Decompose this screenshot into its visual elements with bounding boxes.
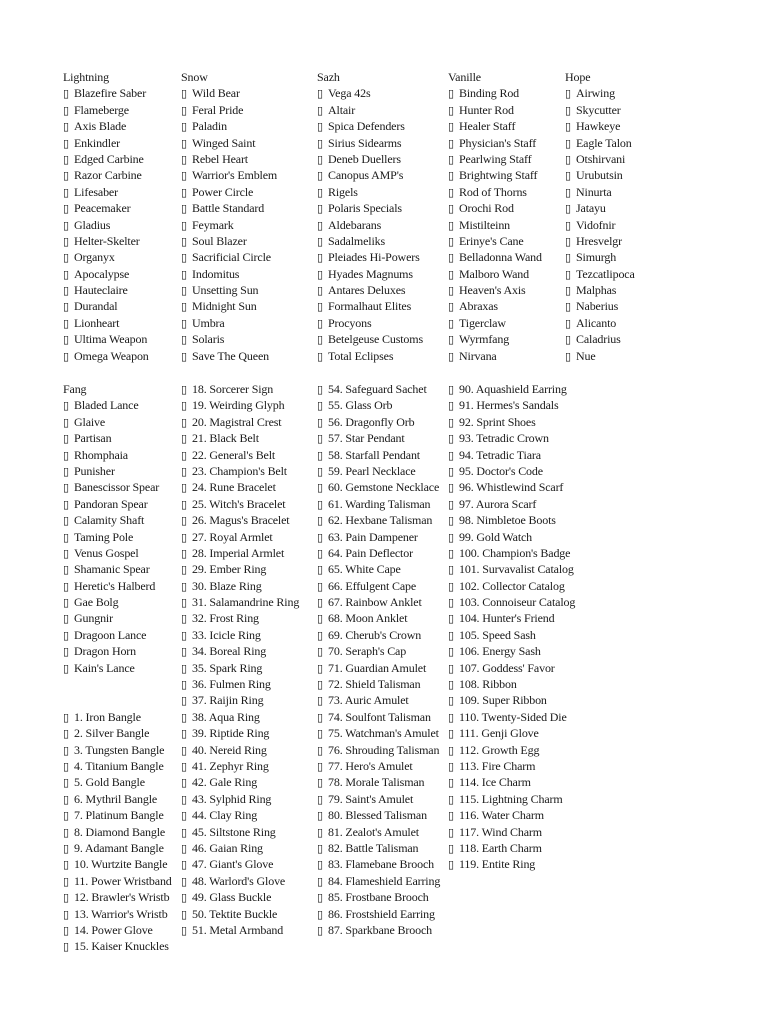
checklist-item[interactable]: ▯ 109. Super Ribbon <box>448 692 598 708</box>
checklist-item[interactable]: ▯ 94. Tetradic Tiara <box>448 447 598 463</box>
checklist-item[interactable]: ▯ 21. Black Belt <box>181 430 313 446</box>
checklist-item[interactable]: ▯ Punisher <box>63 463 180 479</box>
checklist-item[interactable]: ▯ 64. Pain Deflector <box>317 545 447 561</box>
checklist-item[interactable]: ▯ 61. Warding Talisman <box>317 496 447 512</box>
checklist-item[interactable]: ▯ Binding Rod <box>448 85 563 101</box>
checklist-item[interactable]: ▯ 76. Shrouding Talisman <box>317 742 447 758</box>
checklist-item[interactable]: ▯ 46. Gaian Ring <box>181 840 313 856</box>
checklist-item[interactable]: ▯ 14. Power Glove <box>63 922 180 938</box>
checklist-item[interactable]: ▯ 54. Safeguard Sachet <box>317 381 447 397</box>
spacer-line <box>63 692 180 708</box>
checklist-item[interactable]: ▯ 85. Frostbane Brooch <box>317 889 447 905</box>
checklist-item[interactable]: ▯ Erinye's Cane <box>448 233 563 249</box>
checklist-item[interactable]: ▯ 115. Lightning Charm <box>448 791 598 807</box>
checklist-item[interactable]: ▯ Belladonna Wand <box>448 249 563 265</box>
checklist-item[interactable]: ▯ Pearlwing Staff <box>448 151 563 167</box>
checklist-item[interactable]: ▯ Partisan <box>63 430 180 446</box>
checklist-item[interactable]: ▯ 56. Dragonfly Orb <box>317 414 447 430</box>
checklist-item[interactable]: ▯ 87. Sparkbane Brooch <box>317 922 447 938</box>
spacer-line <box>63 676 180 692</box>
snow-column <box>181 69 313 364</box>
checklist-item[interactable]: ▯ 38. Aqua Ring <box>181 709 313 725</box>
checklist-item[interactable]: ▯ 73. Auric Amulet <box>317 692 447 708</box>
checklist-item[interactable]: ▯ Ninurta <box>565 184 655 200</box>
checklist-item[interactable]: ▯ 68. Moon Anklet <box>317 610 447 626</box>
checklist-item[interactable]: ▯ Mistilteinn <box>448 217 563 233</box>
checklist-item[interactable]: ▯ 5. Gold Bangle <box>63 774 180 790</box>
checklist-item[interactable]: ▯ Indomitus <box>181 266 313 282</box>
checklist-item[interactable]: ▯ Hauteclaire <box>63 282 180 298</box>
checklist-item[interactable]: ▯ Gungnir <box>63 610 180 626</box>
checklist-item[interactable]: ▯ Pandoran Spear <box>63 496 180 512</box>
checklist-item[interactable]: ▯ Heretic's Halberd <box>63 578 180 594</box>
checklist-item[interactable]: ▯ Rod of Thorns <box>448 184 563 200</box>
checklist-item[interactable]: ▯ Spica Defenders <box>317 118 447 134</box>
checklist-item[interactable]: ▯ 96. Whistlewind Scarf <box>448 479 598 495</box>
checklist-item[interactable]: ▯ Umbra <box>181 315 313 331</box>
checklist-item[interactable]: ▯ Soul Blazer <box>181 233 313 249</box>
checklist-item[interactable]: ▯ 119. Entite Ring <box>448 856 598 872</box>
checklist-item[interactable]: ▯ 43. Sylphid Ring <box>181 791 313 807</box>
checklist-item[interactable]: ▯ Urubutsin <box>565 167 655 183</box>
checklist-item[interactable]: ▯ Rigels <box>317 184 447 200</box>
checklist-item[interactable]: ▯ 103. Connoiseur Catalog <box>448 594 598 610</box>
checklist-item[interactable]: ▯ 45. Siltstone Ring <box>181 824 313 840</box>
checklist-item[interactable]: ▯ Ultima Weapon <box>63 331 180 347</box>
checklist-item[interactable]: ▯ 27. Royal Armlet <box>181 529 313 545</box>
checklist-item[interactable]: ▯ 82. Battle Talisman <box>317 840 447 856</box>
checklist-item[interactable]: ▯ Nue <box>565 348 655 364</box>
checklist-item[interactable]: ▯ 60. Gemstone Necklace <box>317 479 447 495</box>
checklist-item[interactable]: ▯ Abraxas <box>448 298 563 314</box>
checklist-item[interactable]: ▯ 66. Effulgent Cape <box>317 578 447 594</box>
checklist-item[interactable]: ▯ 2. Silver Bangle <box>63 725 180 741</box>
checklist-item[interactable]: ▯ 18. Sorcerer Sign <box>181 381 313 397</box>
checklist-item[interactable]: ▯ 78. Morale Talisman <box>317 774 447 790</box>
column-header: Vanille <box>448 70 481 84</box>
checklist-item[interactable]: ▯ 77. Hero's Amulet <box>317 758 447 774</box>
checklist-item[interactable]: ▯ 97. Aurora Scarf <box>448 496 598 512</box>
checklist-item[interactable]: ▯ 95. Doctor's Code <box>448 463 598 479</box>
checklist-item[interactable]: ▯ 111. Genji Glove <box>448 725 598 741</box>
checklist-item[interactable]: ▯ Power Circle <box>181 184 313 200</box>
checklist-item[interactable]: ▯ Calamity Shaft <box>63 512 180 528</box>
checklist-item[interactable]: ▯ Edged Carbine <box>63 151 180 167</box>
checklist-item[interactable]: ▯ Canopus AMP's <box>317 167 447 183</box>
checklist-item[interactable]: ▯ Hresvelgr <box>565 233 655 249</box>
checklist-item[interactable]: ▯ Durandal <box>63 298 180 314</box>
checklist-item[interactable]: ▯ Razor Carbine <box>63 167 180 183</box>
checklist-item[interactable]: ▯ Tezcatlipoca <box>565 266 655 282</box>
checklist-item[interactable]: ▯ Formalhaut Elites <box>317 298 447 314</box>
checklist-item[interactable]: ▯ Feral Pride <box>181 102 313 118</box>
checklist-item[interactable]: ▯ 6. Mythril Bangle <box>63 791 180 807</box>
checklist-item[interactable]: ▯ 13. Warrior's Wristb <box>63 906 180 922</box>
checklist-item[interactable]: ▯ Alicanto <box>565 315 655 331</box>
checklist-item[interactable]: ▯ 11. Power Wristband <box>63 873 180 889</box>
checklist-item[interactable]: ▯ Shamanic Spear <box>63 561 180 577</box>
checklist-item[interactable]: ▯ Rhomphaia <box>63 447 180 463</box>
checklist-item[interactable]: ▯ 98. Nimbletoe Boots <box>448 512 598 528</box>
checklist-item[interactable]: ▯ 107. Goddess' Favor <box>448 660 598 676</box>
checklist-item[interactable]: ▯ Lifesaber <box>63 184 180 200</box>
fang-and-accessories-column <box>63 381 180 955</box>
checklist-item[interactable]: ▯ 91. Hermes's Sandals <box>448 397 598 413</box>
checklist-item[interactable]: ▯ 15. Kaiser Knuckles <box>63 938 180 954</box>
checklist-item[interactable]: ▯ Taming Pole <box>63 529 180 545</box>
checklist-item[interactable]: ▯ Vidofnir <box>565 217 655 233</box>
checklist-item[interactable]: ▯ Organyx <box>63 249 180 265</box>
checklist-item[interactable]: ▯ Gae Bolg <box>63 594 180 610</box>
checklist-item[interactable]: ▯ Antares Deluxes <box>317 282 447 298</box>
checklist-item[interactable]: ▯ 57. Star Pendant <box>317 430 447 446</box>
checklist-item[interactable]: ▯ Nirvana <box>448 348 563 364</box>
checklist-item[interactable]: ▯ 3. Tungsten Bangle <box>63 742 180 758</box>
checklist-item[interactable]: ▯ Malphas <box>565 282 655 298</box>
checklist-item[interactable]: ▯ Glaive <box>63 414 180 430</box>
checklist-item[interactable]: ▯ 110. Twenty-Sided Die <box>448 709 598 725</box>
checklist-item[interactable]: ▯ Lionheart <box>63 315 180 331</box>
checklist-item[interactable]: ▯ 32. Frost Ring <box>181 610 313 626</box>
checklist-item[interactable]: ▯ 62. Hexbane Talisman <box>317 512 447 528</box>
checklist-item[interactable]: ▯ Wyrmfang <box>448 331 563 347</box>
checklist-item[interactable]: ▯ 22. General's Belt <box>181 447 313 463</box>
checklist-item[interactable]: ▯ 12. Brawler's Wristb <box>63 889 180 905</box>
checklist-item[interactable]: ▯ 59. Pearl Necklace <box>317 463 447 479</box>
checklist-item[interactable]: ▯ Bladed Lance <box>63 397 180 413</box>
checklist-item[interactable]: ▯ 19. Weirding Glyph <box>181 397 313 413</box>
checklist-item[interactable]: ▯ 58. Starfall Pendant <box>317 447 447 463</box>
column-header: Lightning <box>63 70 109 84</box>
checklist-item[interactable]: ▯ 4. Titanium Bangle <box>63 758 180 774</box>
checklist-item[interactable]: ▯ 90. Aquashield Earring <box>448 381 598 397</box>
checklist-item[interactable]: ▯ Malboro Wand <box>448 266 563 282</box>
checklist-item[interactable]: ▯ 7. Platinum Bangle <box>63 807 180 823</box>
accessories-column-4 <box>448 381 598 873</box>
checklist-item[interactable]: ▯ 42. Gale Ring <box>181 774 313 790</box>
checklist-item[interactable]: ▯ Peacemaker <box>63 200 180 216</box>
checklist-item[interactable]: ▯ Dragoon Lance <box>63 627 180 643</box>
checklist-item[interactable]: ▯ 20. Magistral Crest <box>181 414 313 430</box>
checklist-item[interactable]: ▯ 9. Adamant Bangle <box>63 840 180 856</box>
vanille-column <box>448 69 563 364</box>
checklist-item[interactable]: ▯ 101. Survavalist Catalog <box>448 561 598 577</box>
checklist-item[interactable]: ▯ Axis Blade <box>63 118 180 134</box>
checklist-item[interactable]: ▯ 99. Gold Watch <box>448 529 598 545</box>
checklist-item[interactable]: ▯ Procyons <box>317 315 447 331</box>
checklist-item[interactable]: ▯ Omega Weapon <box>63 348 180 364</box>
checklist-item[interactable]: ▯ 83. Flamebane Brooch <box>317 856 447 872</box>
checklist-item[interactable]: ▯ Save The Queen <box>181 348 313 364</box>
sazh-column <box>317 69 447 364</box>
checklist-item[interactable]: ▯ 84. Flameshield Earring <box>317 873 447 889</box>
checklist-item[interactable]: ▯ 8. Diamond Bangle <box>63 824 180 840</box>
checklist-item[interactable]: ▯ 10. Wurtzite Bangle <box>63 856 180 872</box>
checklist-item[interactable]: ▯ Sadalmeliks <box>317 233 447 249</box>
checklist-item[interactable]: ▯ Winged Saint <box>181 135 313 151</box>
checklist-item[interactable]: ▯ 93. Tetradic Crown <box>448 430 598 446</box>
checklist-item[interactable]: ▯ Naberius <box>565 298 655 314</box>
checklist-item[interactable]: ▯ 41. Zephyr Ring <box>181 758 313 774</box>
checklist-item[interactable]: ▯ Kain's Lance <box>63 660 180 676</box>
checklist-item[interactable]: ▯ 71. Guardian Amulet <box>317 660 447 676</box>
checklist-item[interactable]: ▯ 24. Rune Bracelet <box>181 479 313 495</box>
checklist-item[interactable]: ▯ 102. Collector Catalog <box>448 578 598 594</box>
checklist-item[interactable]: ▯ 36. Fulmen Ring <box>181 676 313 692</box>
checklist-item[interactable]: ▯ 63. Pain Dampener <box>317 529 447 545</box>
checklist-item[interactable]: ▯ 33. Icicle Ring <box>181 627 313 643</box>
checklist-item[interactable]: ▯ Deneb Duellers <box>317 151 447 167</box>
checklist-item[interactable]: ▯ 80. Blessed Talisman <box>317 807 447 823</box>
checklist-item[interactable]: ▯ 47. Giant's Glove <box>181 856 313 872</box>
checklist-item[interactable]: ▯ Enkindler <box>63 135 180 151</box>
checklist-item[interactable]: ▯ 1. Iron Bangle <box>63 709 180 725</box>
checklist-item[interactable]: ▯ 28. Imperial Armlet <box>181 545 313 561</box>
checklist-item[interactable]: ▯ Betelgeuse Customs <box>317 331 447 347</box>
checklist-item[interactable]: ▯ 104. Hunter's Friend <box>448 610 598 626</box>
checklist-item[interactable]: ▯ Apocalypse <box>63 266 180 282</box>
checklist-item[interactable]: ▯ Wild Bear <box>181 85 313 101</box>
checklist-item[interactable]: ▯ Helter-Skelter <box>63 233 180 249</box>
checklist-item[interactable]: ▯ Dragon Horn <box>63 643 180 659</box>
checklist-item[interactable]: ▯ 26. Magus's Bracelet <box>181 512 313 528</box>
checklist-item[interactable]: ▯ Heaven's Axis <box>448 282 563 298</box>
checklist-item[interactable]: ▯ 75. Watchman's Amulet <box>317 725 447 741</box>
checklist-item[interactable]: ▯ 81. Zealot's Amulet <box>317 824 447 840</box>
checklist-item[interactable]: ▯ Solaris <box>181 331 313 347</box>
checklist-item[interactable]: ▯ Jatayu <box>565 200 655 216</box>
checklist-item[interactable]: ▯ Skycutter <box>565 102 655 118</box>
checklist-item[interactable]: ▯ 112. Growth Egg <box>448 742 598 758</box>
checklist-item[interactable]: ▯ Midnight Sun <box>181 298 313 314</box>
checklist-item[interactable]: ▯ Hawkeye <box>565 118 655 134</box>
checklist-item[interactable]: ▯ Brightwing Staff <box>448 167 563 183</box>
checklist-item[interactable]: ▯ 44. Clay Ring <box>181 807 313 823</box>
checklist-item[interactable]: ▯ Hyades Magnums <box>317 266 447 282</box>
checklist-item[interactable]: ▯ Gladius <box>63 217 180 233</box>
checklist-item[interactable]: ▯ Sirius Sidearms <box>317 135 447 151</box>
checklist-item[interactable]: ▯ Battle Standard <box>181 200 313 216</box>
checklist-item[interactable]: ▯ Flameberge <box>63 102 180 118</box>
accessories-column-2 <box>181 381 313 938</box>
checklist-item[interactable]: ▯ Altair <box>317 102 447 118</box>
checklist-item[interactable]: ▯ Airwing <box>565 85 655 101</box>
checklist-item[interactable]: ▯ 70. Seraph's Cap <box>317 643 447 659</box>
checklist-item[interactable]: ▯ 117. Wind Charm <box>448 824 598 840</box>
checklist-item[interactable]: ▯ 116. Water Charm <box>448 807 598 823</box>
checklist-item[interactable]: ▯ Otshirvani <box>565 151 655 167</box>
checklist-item[interactable]: ▯ 51. Metal Armband <box>181 922 313 938</box>
checklist-item[interactable]: ▯ Pleiades Hi-Powers <box>317 249 447 265</box>
checklist-item[interactable]: ▯ Blazefire Saber <box>63 85 180 101</box>
checklist-item[interactable]: ▯ 118. Earth Charm <box>448 840 598 856</box>
accessories-column-3 <box>317 381 447 938</box>
checklist-item[interactable]: ▯ 23. Champion's Belt <box>181 463 313 479</box>
checklist-item[interactable]: ▯ Hunter Rod <box>448 102 563 118</box>
checklist-item[interactable]: ▯ 55. Glass Orb <box>317 397 447 413</box>
checklist-item[interactable]: ▯ Caladrius <box>565 331 655 347</box>
checklist-item[interactable]: ▯ 92. Sprint Shoes <box>448 414 598 430</box>
checklist-item[interactable]: ▯ Warrior's Emblem <box>181 167 313 183</box>
checklist-item[interactable]: ▯ Sacrificial Circle <box>181 249 313 265</box>
checklist-item[interactable]: ▯ 113. Fire Charm <box>448 758 598 774</box>
checklist-item[interactable]: ▯ 35. Spark Ring <box>181 660 313 676</box>
checklist-item[interactable]: ▯ 65. White Cape <box>317 561 447 577</box>
checklist-item[interactable]: ▯ Total Eclipses <box>317 348 447 364</box>
checklist-item[interactable]: ▯ 72. Shield Talisman <box>317 676 447 692</box>
checklist-item[interactable]: ▯ 86. Frostshield Earring <box>317 906 447 922</box>
checklist-item[interactable]: ▯ 100. Champion's Badge <box>448 545 598 561</box>
checklist-item[interactable]: ▯ 105. Speed Sash <box>448 627 598 643</box>
checklist-item[interactable]: ▯ 49. Glass Buckle <box>181 889 313 905</box>
column-header: Snow <box>181 70 208 84</box>
checklist-item[interactable]: ▯ Orochi Rod <box>448 200 563 216</box>
checklist-item[interactable]: ▯ 69. Cherub's Crown <box>317 627 447 643</box>
checklist-item[interactable]: ▯ 48. Warlord's Glove <box>181 873 313 889</box>
hope-column <box>565 69 655 364</box>
checklist-item[interactable]: ▯ Feymark <box>181 217 313 233</box>
checklist-item[interactable]: ▯ Banescissor Spear <box>63 479 180 495</box>
column-header: Hope <box>565 70 591 84</box>
checklist-item[interactable]: ▯ Tigerclaw <box>448 315 563 331</box>
checklist-item[interactable]: ▯ 114. Ice Charm <box>448 774 598 790</box>
checklist-item[interactable]: ▯ Paladin <box>181 118 313 134</box>
checklist-item[interactable]: ▯ 40. Nereid Ring <box>181 742 313 758</box>
checklist-item[interactable]: ▯ 108. Ribbon <box>448 676 598 692</box>
checklist-item[interactable]: ▯ Unsetting Sun <box>181 282 313 298</box>
column-header: Sazh <box>317 70 340 84</box>
checklist-item[interactable]: ▯ 67. Rainbow Anklet <box>317 594 447 610</box>
checklist-item[interactable]: ▯ Healer Staff <box>448 118 563 134</box>
checklist-item[interactable]: ▯ Eagle Talon <box>565 135 655 151</box>
checklist-item[interactable]: ▯ 79. Saint's Amulet <box>317 791 447 807</box>
checklist-item[interactable]: ▯ 31. Salamandrine Ring <box>181 594 313 610</box>
lightning-column <box>63 69 180 364</box>
checklist-item[interactable]: ▯ Vega 42s <box>317 85 447 101</box>
checklist-item[interactable]: ▯ Polaris Specials <box>317 200 447 216</box>
checklist-item[interactable]: ▯ 74. Soulfont Talisman <box>317 709 447 725</box>
checklist-item[interactable]: ▯ Aldebarans <box>317 217 447 233</box>
checklist-item[interactable]: ▯ Simurgh <box>565 249 655 265</box>
checklist-item[interactable]: ▯ Venus Gospel <box>63 545 180 561</box>
checklist-item[interactable]: ▯ 30. Blaze Ring <box>181 578 313 594</box>
checklist-item[interactable]: ▯ Physician's Staff <box>448 135 563 151</box>
checklist-item[interactable]: ▯ 39. Riptide Ring <box>181 725 313 741</box>
checklist-item[interactable]: ▯ 25. Witch's Bracelet <box>181 496 313 512</box>
checklist-item[interactable]: ▯ 37. Raijin Ring <box>181 692 313 708</box>
checklist-item[interactable]: ▯ Rebel Heart <box>181 151 313 167</box>
checklist-item[interactable]: ▯ 106. Energy Sash <box>448 643 598 659</box>
checklist-item[interactable]: ▯ 50. Tektite Buckle <box>181 906 313 922</box>
checklist-item[interactable]: ▯ 29. Ember Ring <box>181 561 313 577</box>
checklist-item[interactable]: ▯ 34. Boreal Ring <box>181 643 313 659</box>
column-header: Fang <box>63 382 87 396</box>
